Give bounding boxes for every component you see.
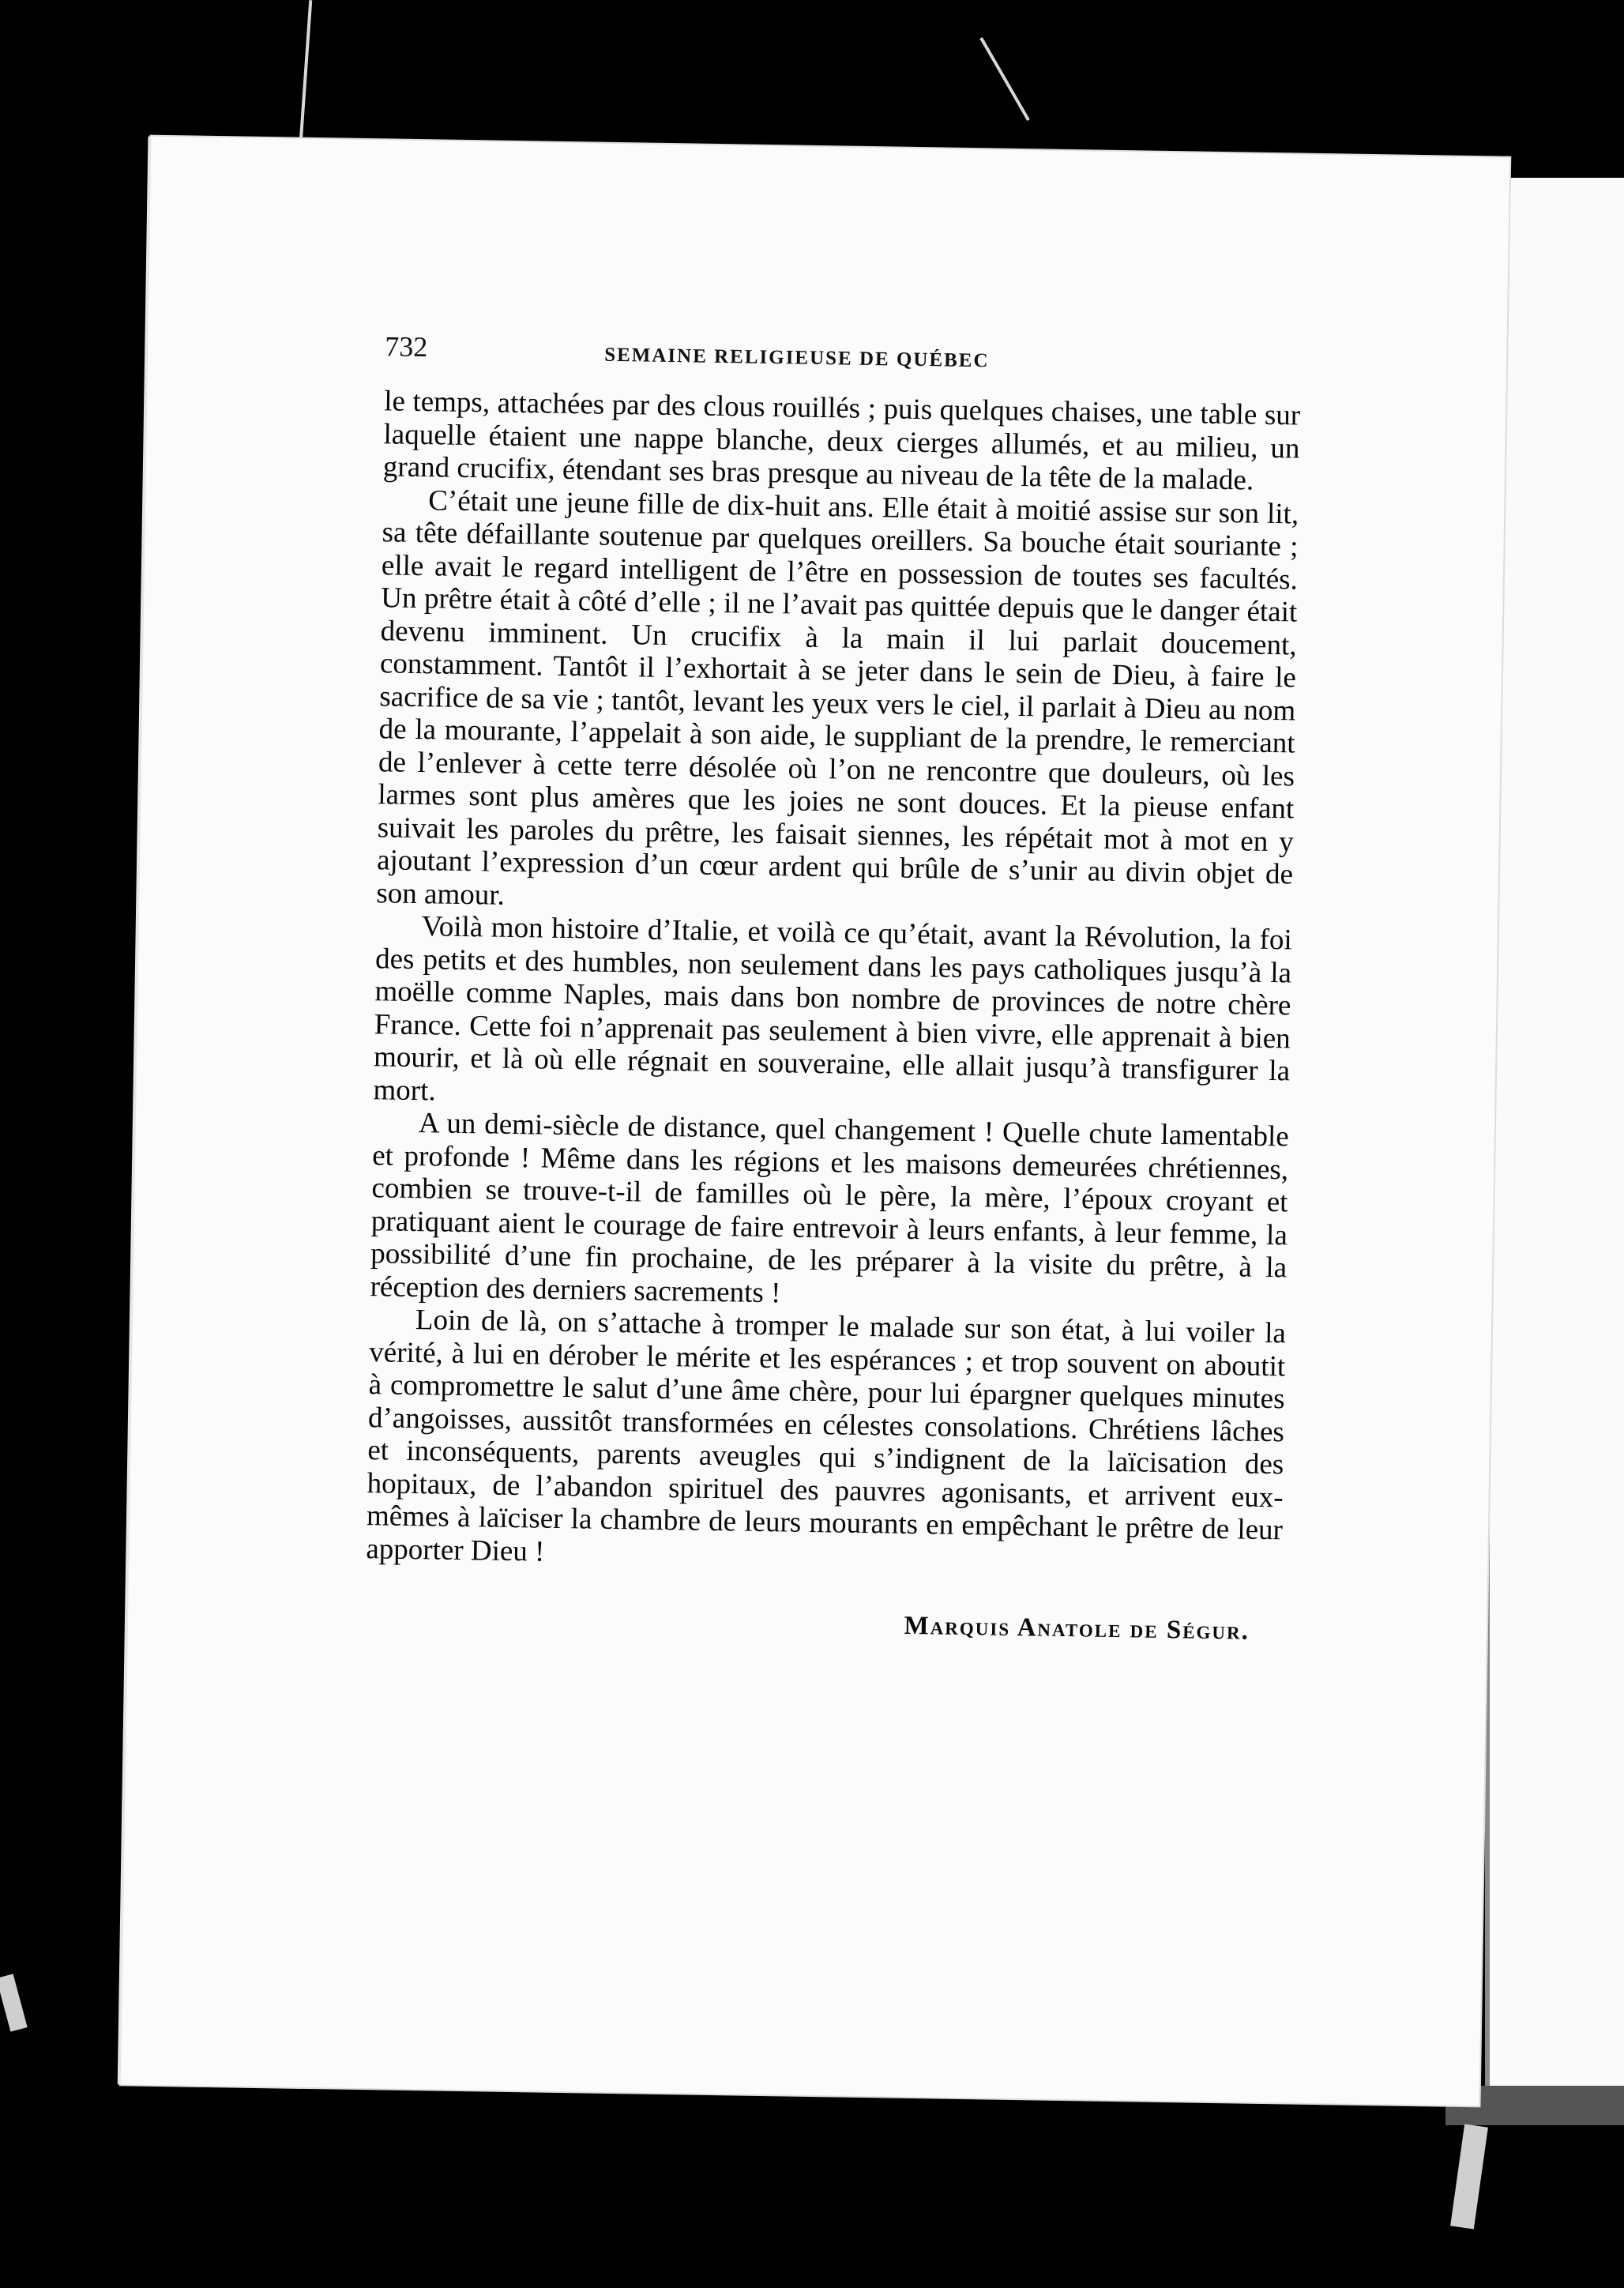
author-signature: Marquis Anatole de Ségur. xyxy=(904,1611,1250,1646)
scan-artifact xyxy=(0,1974,28,2031)
journal-title: SEMAINE RELIGIEUSE DE QUÉBEC xyxy=(603,344,990,372)
scan-artifact xyxy=(979,37,1029,121)
page-content xyxy=(365,329,1302,1646)
paragraph: A un demi-siècle de distance, quel changement ! Quelle chute lamentable et profonde ! Même dans les régions et les maisons demeurées chrétiennes, combien se trouve-t-il de familles où le père, la mère, l’époux croyant et pratiquant aient le courage de faire entrevoir à leurs enfants, à leur femme, la possibilité d’une fin prochaine, de les préparer à la visite du prêtre, à la réception des derniers sacrements ! xyxy=(370,1107,1290,1309)
paragraph: Loin de là, on s’attache à tromper le malade sur son état, à lui voiler la vérité, à lui en dérober le mérite et les espérances ; et trop souvent on aboutit à compromettre le salut d’une âme chère, pour lui épargner quelques minutes d’angoisses, aussitôt transformées en célestes consolations. Chrétiens lâches et inconséquents, parents aveugles qui s’indignent de la laïcisation des hopitaux, de l’abandon spirituel des pauvres agonisants, et arrivent eux-mêmes à laïciser la chambre de leurs mourants en empêchant le prêtre de leur apporter Dieu ! xyxy=(366,1304,1287,1568)
page-number: 732 xyxy=(385,330,428,363)
scan-artifact xyxy=(299,0,313,142)
adjacent-page xyxy=(1485,178,1624,2109)
paragraph: le temps, attachées par des clous rouillés ; puis quelques chaises, une table sur laquelle étaient une nappe blanche, deux cierges allumés, et au milieu, un grand crucifix, étendant ses bras presque au niveau de la tête de la malade. xyxy=(382,385,1301,497)
article-body xyxy=(366,385,1300,1579)
paragraph: C’était une jeune fille de dix-huit ans. Elle était à moitié assise sur son lit, sa tête défaillante soutenue par quelques oreillers. Sa bouche était souriante ; elle avait le regard intelligent de l’être en possession de toutes ses facultés. Un prêtre était à côté d’elle ; il ne l’avait pas quittée depuis que le danger était devenu imminent. Un crucifix à la main il lui parlait doucement, constamment. Tantôt il l’exhortait à se jeter dans le sein de Dieu, à faire le sacrifice de sa vie ; tantôt, levant les yeux vers le ciel, il parlait à Dieu au nom de la mourante, l’appelait à son aide, le suppliant de la prendre, le remerciant de l’enlever à cette terre désolée où l’on ne rencontre que douleurs, où les larmes sont plus amères que les joies ne sont douces. Et la pieuse enfant suivait les paroles du prêtre, les faisait siennes, les répétait mot à mot en y ajoutant l’expression d’un cœur ardent qui brûle de s’unir au divin objet de son amour. xyxy=(376,484,1299,912)
book-page xyxy=(121,137,1510,2106)
running-head xyxy=(385,329,1302,391)
paragraph: Voilà mon histoire d’Italie, et voilà ce qu’était, avant la Révolution, la foi des petits et des humbles, non seulement dans les pays catholiques jusqu’à la moëlle comme Naples, mais dans bon nombre de provinces de notre chère France. Cette foi n’apprenait pas seulement à bien vivre, elle apprenait à bien mourir, et là où elle régnait en souveraine, elle allait jusqu’à transfigurer la mort. xyxy=(373,910,1292,1107)
scan-artifact xyxy=(1450,2124,1488,2230)
